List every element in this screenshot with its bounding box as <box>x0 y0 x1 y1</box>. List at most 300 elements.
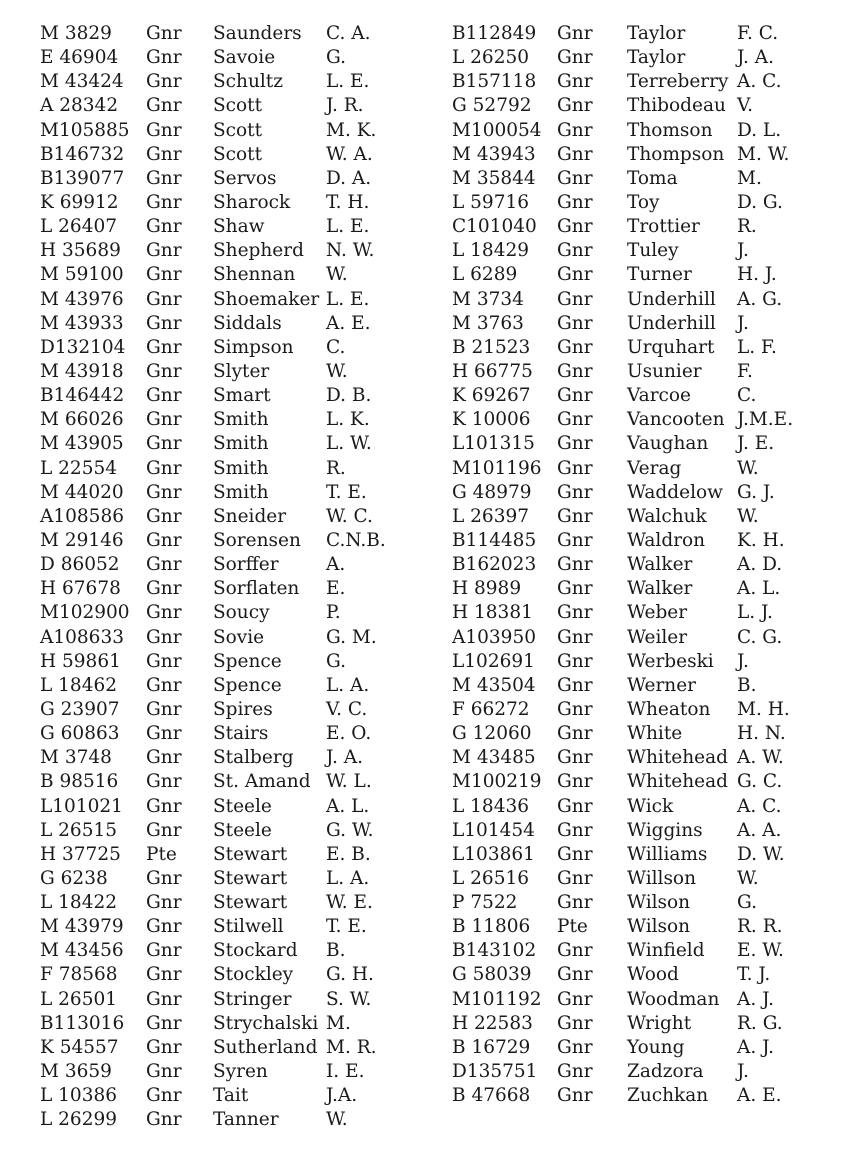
initials: C. G. <box>737 626 783 648</box>
roll-entry <box>40 891 440 915</box>
rank: Gnr <box>146 288 182 310</box>
service-number: B139077 <box>40 167 125 189</box>
rank: Pte <box>146 843 177 865</box>
roll-entry <box>40 963 440 987</box>
service-number: G 12060 <box>452 723 532 745</box>
surname: Wheaton <box>627 698 711 720</box>
surname: Weber <box>627 602 688 624</box>
initials: J. <box>737 650 749 672</box>
surname: Wood <box>627 964 679 986</box>
roll-entry <box>452 505 832 529</box>
service-number: M 43979 <box>40 916 124 938</box>
roll-entry <box>40 1084 440 1108</box>
rank: Gnr <box>146 481 182 503</box>
initials: K. H. <box>737 529 785 551</box>
service-number: B112849 <box>452 23 537 44</box>
service-number: G 60863 <box>40 723 120 745</box>
roll-entry <box>452 698 832 722</box>
service-number: M 3763 <box>452 312 524 334</box>
rank: Gnr <box>146 940 182 962</box>
surname: Vaughan <box>627 433 709 455</box>
service-number: A108633 <box>40 626 124 648</box>
service-number: L 26407 <box>40 216 118 238</box>
surname: Sovie <box>213 626 265 648</box>
service-number: B 47668 <box>452 1085 531 1107</box>
service-number: C101040 <box>452 216 537 238</box>
initials: T. E. <box>326 481 367 503</box>
service-number: A 28342 <box>40 95 119 117</box>
surname: Smith <box>213 433 269 455</box>
service-number: M 44020 <box>40 481 124 503</box>
rank: Gnr <box>146 1012 182 1034</box>
roll-entry <box>40 650 440 674</box>
service-number: H 67678 <box>40 578 121 600</box>
rank: Gnr <box>557 771 593 793</box>
rank: Gnr <box>146 167 182 189</box>
rank: Gnr <box>146 698 182 720</box>
roll-entry <box>40 481 440 505</box>
rank: Gnr <box>557 723 593 745</box>
roll-entry <box>452 432 832 456</box>
roll-entry <box>40 915 440 939</box>
service-number: F 66272 <box>452 698 530 720</box>
rank: Gnr <box>146 47 182 69</box>
rank: Gnr <box>557 457 593 479</box>
roll-entry <box>452 1012 832 1036</box>
roll-entry <box>452 867 832 891</box>
service-number: H 66775 <box>452 360 533 382</box>
initials: W. <box>326 360 348 382</box>
rank: Gnr <box>557 650 593 672</box>
rank: Gnr <box>146 457 182 479</box>
rank: Gnr <box>146 1085 182 1107</box>
service-number: M 43943 <box>452 143 536 165</box>
initials: S. W. <box>326 988 372 1010</box>
service-number: P 7522 <box>452 892 518 914</box>
initials: C. A. <box>326 23 371 44</box>
rank: Gnr <box>146 240 182 262</box>
service-number: L102691 <box>452 650 535 672</box>
service-number: A108586 <box>40 505 124 527</box>
service-number: M 3659 <box>40 1061 112 1083</box>
roll-entry <box>40 505 440 529</box>
rank: Gnr <box>146 216 182 238</box>
service-number: K 69912 <box>40 191 119 213</box>
initials: G. J. <box>737 481 775 503</box>
rank: Gnr <box>557 71 593 93</box>
rank: Gnr <box>146 795 182 817</box>
roll-entry <box>452 939 832 963</box>
rank: Gnr <box>557 554 593 576</box>
rank: Gnr <box>146 578 182 600</box>
surname: Zuchkan <box>627 1085 709 1107</box>
surname: Shoemaker <box>213 288 320 310</box>
initials: W. L. <box>326 771 372 793</box>
initials: A. E. <box>737 1085 782 1107</box>
surname: Tait <box>213 1085 249 1107</box>
service-number: L101454 <box>452 819 535 841</box>
roll-entry <box>40 553 440 577</box>
initials: C. <box>737 385 757 407</box>
rank: Gnr <box>146 723 182 745</box>
service-number: M 59100 <box>40 264 124 286</box>
surname: Vancooten <box>627 409 725 431</box>
service-number: D132104 <box>40 336 126 358</box>
initials: E. <box>326 578 346 600</box>
initials: M. K. <box>326 119 377 141</box>
initials: B. <box>737 674 757 696</box>
service-number: B 11806 <box>452 916 531 938</box>
roll-entry <box>452 457 832 481</box>
service-number: L101315 <box>452 433 535 455</box>
surname: Werner <box>627 674 697 696</box>
roll-entry <box>40 1108 440 1132</box>
initials: A. C. <box>737 71 782 93</box>
initials: L. A. <box>326 674 370 696</box>
service-number: B 98516 <box>40 771 119 793</box>
surname: Trottier <box>627 216 700 238</box>
service-number: K 10006 <box>452 409 531 431</box>
rank: Gnr <box>146 1061 182 1083</box>
initials: L. J. <box>737 602 773 624</box>
rank: Gnr <box>146 385 182 407</box>
roll-entry <box>452 988 832 1012</box>
surname: White <box>627 723 683 745</box>
service-number: M101196 <box>452 457 542 479</box>
initials: C.N.B. <box>326 529 386 551</box>
service-number: L 6289 <box>452 264 518 286</box>
surname: Toy <box>627 191 660 213</box>
service-number: B113016 <box>40 1012 125 1034</box>
initials: A. D. <box>737 554 783 576</box>
surname: Strychalski <box>213 1012 319 1034</box>
initials: W. <box>326 264 348 286</box>
roll-entry <box>40 1060 440 1084</box>
initials: L. W. <box>326 433 372 455</box>
surname: Shepherd <box>213 240 304 262</box>
service-number: M 43933 <box>40 312 124 334</box>
initials: I. E. <box>326 1061 365 1083</box>
initials: E. W. <box>737 940 784 962</box>
initials: T. E. <box>326 916 367 938</box>
right-roll-column <box>452 22 832 1108</box>
roll-entry <box>452 119 832 143</box>
rank: Gnr <box>557 385 593 407</box>
roll-entry <box>452 167 832 191</box>
service-number: L 59716 <box>452 191 530 213</box>
roll-entry <box>40 408 440 432</box>
roll-entry <box>40 674 440 698</box>
rank: Gnr <box>557 529 593 551</box>
surname: Stockard <box>213 940 298 962</box>
rank: Gnr <box>146 626 182 648</box>
surname: Wilson <box>627 892 691 914</box>
service-number: G 6238 <box>40 867 108 889</box>
roll-entry <box>40 795 440 819</box>
rank: Gnr <box>557 409 593 431</box>
roll-entry <box>452 819 832 843</box>
rank: Gnr <box>557 843 593 865</box>
roll-entry <box>40 336 440 360</box>
initials: R. G. <box>737 1012 783 1034</box>
surname: Toma <box>627 167 678 189</box>
rank: Gnr <box>146 867 182 889</box>
roll-entry <box>452 843 832 867</box>
service-number: G 23907 <box>40 698 120 720</box>
service-number: K 54557 <box>40 1036 119 1058</box>
initials: F. <box>737 360 753 382</box>
initials: J. A. <box>326 747 363 769</box>
roll-entry <box>452 529 832 553</box>
surname: Tanner <box>213 1109 279 1131</box>
roll-entry <box>452 191 832 215</box>
service-number: M 43918 <box>40 360 124 382</box>
surname: Stringer <box>213 988 292 1010</box>
service-number: L 18422 <box>40 892 118 914</box>
initials: G. <box>737 892 757 914</box>
initials: N. W. <box>326 240 375 262</box>
surname: Schultz <box>213 71 283 93</box>
surname: Spires <box>213 698 273 720</box>
rank: Gnr <box>557 1085 593 1107</box>
rank: Gnr <box>146 554 182 576</box>
roll-entry <box>40 819 440 843</box>
initials: E. B. <box>326 843 371 865</box>
initials: G. H. <box>326 964 374 986</box>
roll-entry <box>452 288 832 312</box>
service-number: M 3748 <box>40 747 112 769</box>
rank: Gnr <box>557 602 593 624</box>
service-number: M 43424 <box>40 71 124 93</box>
surname: Willson <box>627 867 696 889</box>
roll-entry <box>452 722 832 746</box>
service-number: L 26299 <box>40 1109 118 1131</box>
surname: Thompson <box>627 143 725 165</box>
surname: Underhill <box>627 312 716 334</box>
initials: L. K. <box>326 409 370 431</box>
surname: Stewart <box>213 892 288 914</box>
rank: Gnr <box>557 433 593 455</box>
roll-entry <box>452 143 832 167</box>
rank: Gnr <box>146 1036 182 1058</box>
initials: M. R. <box>326 1036 377 1058</box>
service-number: M 43976 <box>40 288 124 310</box>
rank: Gnr <box>146 143 182 165</box>
service-number: L 18429 <box>452 240 530 262</box>
surname: Smart <box>213 385 271 407</box>
rank: Gnr <box>146 336 182 358</box>
surname: Simpson <box>213 336 294 358</box>
rank: Gnr <box>146 409 182 431</box>
surname: Scott <box>213 95 263 117</box>
rank: Gnr <box>146 433 182 455</box>
roll-entry <box>40 46 440 70</box>
service-number: M105885 <box>40 119 130 141</box>
roll-entry <box>40 288 440 312</box>
initials: A. L. <box>737 578 781 600</box>
rank: Gnr <box>146 1109 182 1131</box>
service-number: M 35844 <box>452 167 536 189</box>
roll-entry <box>452 360 832 384</box>
initials: J. A. <box>737 47 774 69</box>
service-number: H 35689 <box>40 240 121 262</box>
surname: Soucy <box>213 602 270 624</box>
service-number: H 8989 <box>452 578 522 600</box>
surname: Urquhart <box>627 336 715 358</box>
surname: Saunders <box>213 23 302 44</box>
service-number: L 10386 <box>40 1085 118 1107</box>
initials: A. J. <box>737 1036 774 1058</box>
rank: Gnr <box>146 119 182 141</box>
initials: W. <box>326 1109 348 1131</box>
surname: Wick <box>627 795 674 817</box>
service-number: B162023 <box>452 554 537 576</box>
rank: Gnr <box>557 47 593 69</box>
roll-entry <box>452 1036 832 1060</box>
initials: T. J. <box>737 964 771 986</box>
surname: Sorflaten <box>213 578 300 600</box>
initials: M. <box>737 167 762 189</box>
service-number: L 22554 <box>40 457 118 479</box>
roll-entry <box>40 1036 440 1060</box>
initials: D. W. <box>737 843 785 865</box>
roll-entry <box>40 770 440 794</box>
service-number: M 43485 <box>452 747 536 769</box>
roll-entry <box>40 867 440 891</box>
initials: G. W. <box>326 819 374 841</box>
rank: Gnr <box>146 505 182 527</box>
rank: Gnr <box>146 892 182 914</box>
initials: H. J. <box>737 264 777 286</box>
rank: Gnr <box>557 1061 593 1083</box>
service-number: B114485 <box>452 529 537 551</box>
service-number: B143102 <box>452 940 537 962</box>
roll-entry <box>40 70 440 94</box>
rank: Gnr <box>146 312 182 334</box>
service-number: L103861 <box>452 843 535 865</box>
roll-entry <box>452 674 832 698</box>
rank: Gnr <box>146 747 182 769</box>
surname: Turner <box>627 264 692 286</box>
service-number: M 43456 <box>40 940 124 962</box>
rank: Gnr <box>557 191 593 213</box>
surname: Terreberry <box>627 71 729 93</box>
surname: Verag <box>627 457 682 479</box>
rank: Gnr <box>146 819 182 841</box>
roll-entry <box>452 336 832 360</box>
initials: L. E. <box>326 216 370 238</box>
roll-entry <box>452 1060 832 1084</box>
surname: Savoie <box>213 47 276 69</box>
service-number: B 16729 <box>452 1036 531 1058</box>
roll-entry <box>40 167 440 191</box>
rank: Gnr <box>557 143 593 165</box>
initials: R. R. <box>737 916 783 938</box>
initials: G. <box>326 47 346 69</box>
initials: J. <box>737 1061 749 1083</box>
surname: Stairs <box>213 723 269 745</box>
surname: Smith <box>213 481 269 503</box>
initials: L. A. <box>326 867 370 889</box>
rank: Gnr <box>557 578 593 600</box>
roll-entry <box>452 22 832 46</box>
rank: Gnr <box>146 23 182 44</box>
surname: Scott <box>213 143 263 165</box>
rank: Gnr <box>557 674 593 696</box>
service-number: M101192 <box>452 988 542 1010</box>
rank: Gnr <box>557 988 593 1010</box>
roll-entry <box>452 915 832 939</box>
service-number: L 26501 <box>40 988 118 1010</box>
roll-entry <box>452 891 832 915</box>
service-number: L 26250 <box>452 47 530 69</box>
roll-entry <box>40 191 440 215</box>
rank: Gnr <box>557 1036 593 1058</box>
surname: Sorensen <box>213 529 301 551</box>
service-number: M 43905 <box>40 433 124 455</box>
initials: R. <box>326 457 346 479</box>
service-number: M 3829 <box>40 23 112 44</box>
service-number: L101021 <box>40 795 123 817</box>
surname: Waddelow <box>627 481 723 503</box>
service-number: H 59861 <box>40 650 121 672</box>
rank: Gnr <box>557 336 593 358</box>
rank: Gnr <box>557 795 593 817</box>
service-number: F 78568 <box>40 964 118 986</box>
surname: Walker <box>627 554 693 576</box>
initials: J. R. <box>326 95 364 117</box>
initials: M. <box>326 1012 351 1034</box>
initials: A. G. <box>737 288 783 310</box>
initials: A. <box>326 554 346 576</box>
initials: G. M. <box>326 626 377 648</box>
initials: E. O. <box>326 723 372 745</box>
roll-entry <box>40 529 440 553</box>
rank: Gnr <box>557 288 593 310</box>
service-number: L 18462 <box>40 674 118 696</box>
surname: Wright <box>627 1012 692 1034</box>
initials: V. C. <box>326 698 368 720</box>
service-number: D135751 <box>452 1061 538 1083</box>
initials: D. A. <box>326 167 372 189</box>
roll-entry <box>452 263 832 287</box>
roll-entry <box>452 770 832 794</box>
surname: Williams <box>627 843 708 865</box>
surname: Smith <box>213 457 269 479</box>
initials: M. W. <box>737 143 790 165</box>
rank: Gnr <box>557 119 593 141</box>
roll-entry <box>40 722 440 746</box>
initials: B. <box>326 940 346 962</box>
initials: A. C. <box>737 795 782 817</box>
initials: W. <box>737 867 759 889</box>
roll-entry <box>452 481 832 505</box>
roll-entry <box>452 553 832 577</box>
service-number: B146732 <box>40 143 125 165</box>
service-number: G 48979 <box>452 481 532 503</box>
initials: P. <box>326 602 341 624</box>
roll-entry <box>40 312 440 336</box>
surname: Winfield <box>627 940 705 962</box>
service-number: M 43504 <box>452 674 536 696</box>
surname: Syren <box>213 1061 268 1083</box>
roll-entry <box>452 408 832 432</box>
surname: St. Amand <box>213 771 311 793</box>
service-number: L 26516 <box>452 867 530 889</box>
rank: Gnr <box>557 264 593 286</box>
surname: Young <box>627 1036 685 1058</box>
surname: Siddals <box>213 312 282 334</box>
